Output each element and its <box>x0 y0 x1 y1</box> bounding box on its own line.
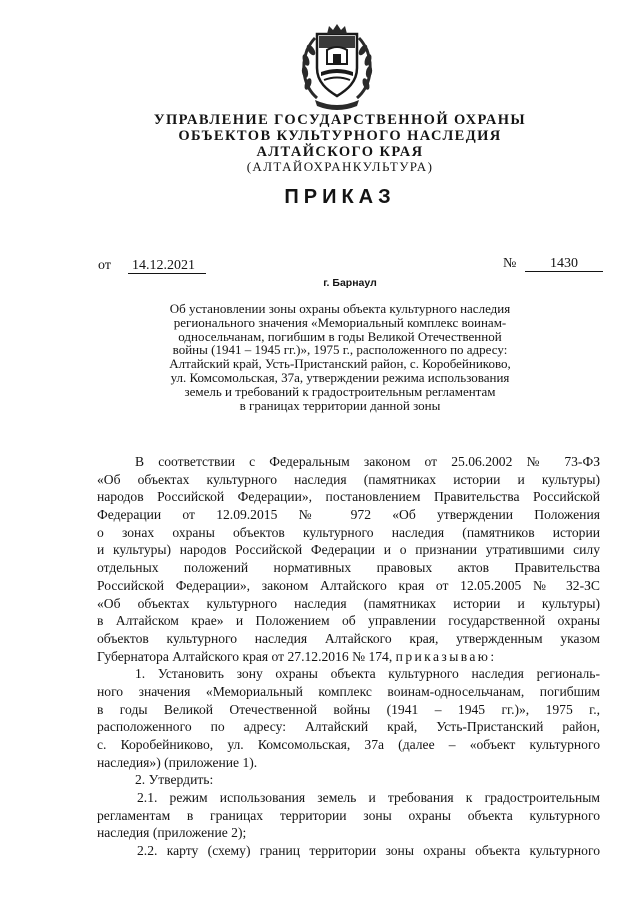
subject-line: войны (1941 – 1945 гг.)», 1975 г., расположенного по адресу: <box>172 342 508 358</box>
subject-line: Об установлении зоны охраны объекта культурного наследия <box>169 301 511 316</box>
coat-of-arms-emblem <box>297 20 377 112</box>
order-subject <box>140 302 540 412</box>
item-1-line: в годы Великой Отечественной войны (1941 – 1945 гг.)», 1975 г., <box>97 701 600 717</box>
organization-name <box>0 112 640 160</box>
body-line: в Алтайском крае» и Положением об управлении государственной охраны <box>97 613 600 629</box>
number-value: 1430 <box>525 257 603 272</box>
subject-line: Алтайский край, Усть-Пристанский район, с. Коробейниково, <box>169 356 511 372</box>
subject-line: в границах территории данной зоны <box>239 397 441 413</box>
subject-line: регионального значения «Мемориальный комплекс воинам- <box>173 314 507 330</box>
order-number <box>503 256 603 272</box>
body-line: и культуры) народов Российской Федерации и о признании утратившими силу <box>97 542 600 558</box>
decree-line-text: Губернатора Алтайского края от 27.12.2016 № 174, <box>97 648 393 664</box>
body-line: В соответствии с Федеральным законом от 25.06.2002 № 73-ФЗ <box>135 454 600 469</box>
body-line: «Об объектах культурного наследия (памятниках истории и культуры) <box>97 471 600 487</box>
item-2-1-line: регламентам в границах территории зоны охраны объекта культурного <box>97 807 600 823</box>
item-2-line: 2. Утвердить: <box>135 772 214 788</box>
order-body <box>97 453 600 860</box>
item-2-1-line: наследия (приложение 2); <box>97 825 247 841</box>
number-label: № <box>503 256 517 271</box>
item-1-line: наследия») (приложение 1). <box>97 754 258 770</box>
organization-short-name: (АЛТАЙОХРАНКУЛЬТУРА) <box>246 159 434 174</box>
item-1-line: ного значения «Мемориальный комплекс воинам-односельчанам, погибшим <box>97 683 600 699</box>
date-label: от <box>98 258 111 273</box>
document-type-title: ПРИКАЗ <box>284 186 396 208</box>
body-line: «Об объектах культурного наследия (памятниках истории и культуры) <box>97 595 600 611</box>
order-date <box>98 258 206 274</box>
body-line: народов Российской Федерации», постановлением Правительства Российской <box>97 489 600 505</box>
item-1-line: с. Коробейниково, ул. Комсомольская, 37а (далее – «объект культурного <box>97 737 600 752</box>
decree-word: приказываю: <box>395 648 497 664</box>
organization-name-line: АЛТАЙСКОГО КРАЯ <box>256 144 424 160</box>
organization-name-line: УПРАВЛЕНИЕ ГОСУДАРСТВЕННОЙ ОХРАНЫ <box>153 112 527 128</box>
body-line: объектов культурного наследия Алтайского края, утвержденным указом <box>97 630 600 646</box>
item-1-line: расположенного по адресу: Алтайский край, Усть-Пристанский район, <box>97 719 600 735</box>
subject-line: ул. Комсомольская, 37а, утверждении режима использования <box>170 369 510 385</box>
item-1-line: 1. Установить зону охраны объекта культурного наследия региональ- <box>135 666 600 682</box>
subject-line: земель и требований к градостроительным регламентам <box>184 383 496 399</box>
organization-name-line: ОБЪЕКТОВ КУЛЬТУРНОГО НАСЛЕДИЯ <box>178 128 502 144</box>
decree-line <box>97 648 600 666</box>
item-2-1-line: 2.1. режим использования земель и требования к градостроительным <box>137 790 600 806</box>
body-line: Российской Федерации», законом Алтайского края от 12.05.2005 № 32-ЗС <box>97 577 600 593</box>
subject-line: односельчанам, погибшим в годы Великой Отечественной <box>178 328 502 344</box>
date-value: 14.12.2021 <box>128 259 206 274</box>
city-name: г. Барнаул <box>323 277 377 289</box>
body-line: о зонах охраны объектов культурного наследия (памятников истории <box>97 524 600 540</box>
body-line: Федерации от 12.09.2015 № 972 «Об утверждении Положения <box>97 507 600 523</box>
item-2-2-line: 2.2. карту (схему) границ территории зоны охраны объекта культурного <box>137 843 600 859</box>
body-line: отдельных положений нормативных правовых актов Правительства <box>97 560 600 576</box>
